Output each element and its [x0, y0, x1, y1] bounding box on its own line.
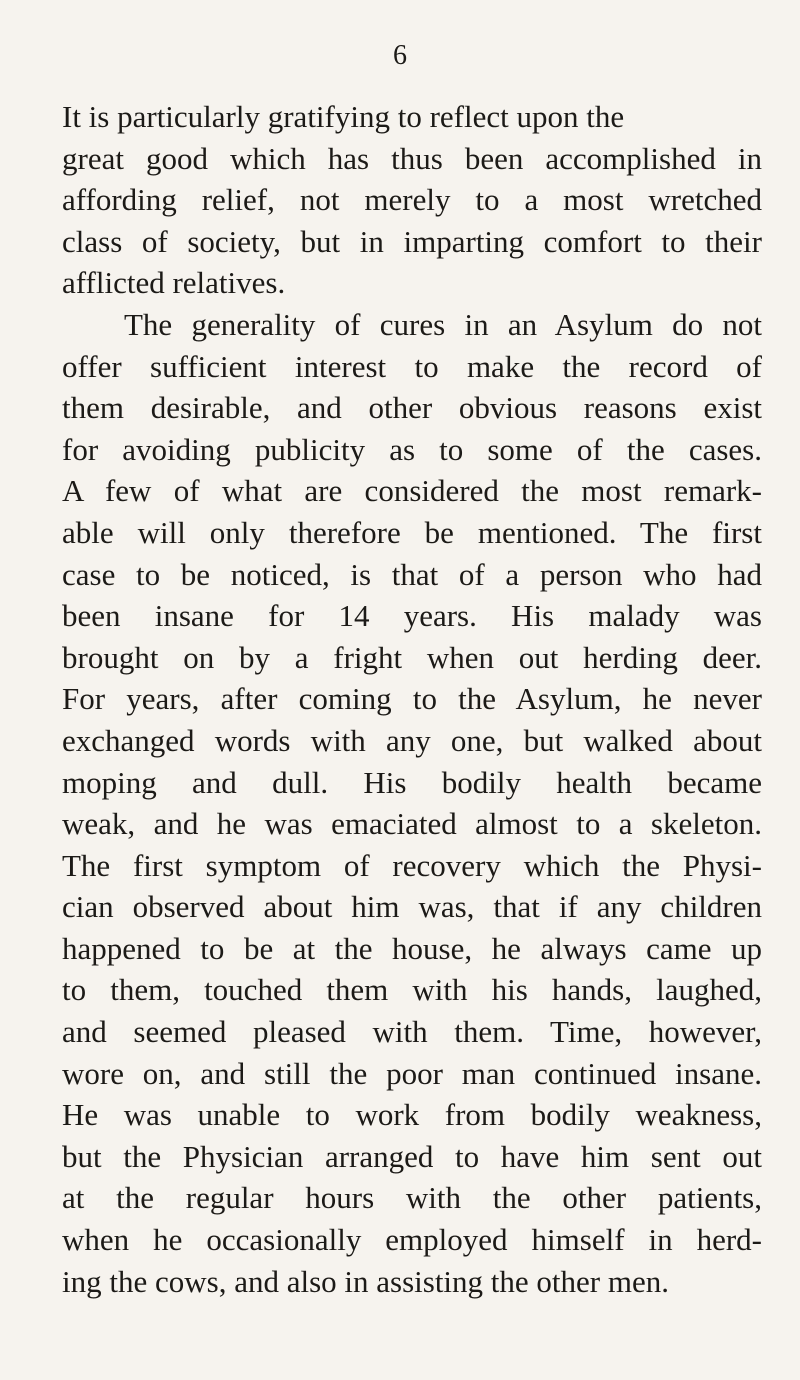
page-number: 6 — [393, 40, 407, 71]
text-line: The first symptom of recovery which the Physi- — [62, 847, 762, 883]
text-line: cian observed about him was, that if any children — [62, 889, 762, 925]
text-line: moping and dull. His bodily health became — [62, 764, 762, 800]
text-line: when he occasionally employed himself in herd- — [62, 1222, 762, 1258]
text-line: happened to be at the house, he always came up — [62, 930, 762, 966]
text-line: He was unable to work from bodily weakness, — [62, 1097, 762, 1133]
text-line: able will only therefore be mentioned. The first — [62, 514, 762, 550]
text-line: class of society, but in imparting comfort to their — [62, 223, 762, 259]
text-line: affording relief, not merely to a most wretched — [62, 182, 762, 218]
text-line: It is particularly gratifying to reflect upon the — [62, 99, 625, 134]
text-line: For years, after coming to the Asylum, he never — [62, 681, 762, 717]
text-line: weak, and he was emaciated almost to a skeleton. — [62, 806, 762, 842]
text-line: at the regular hours with the other patients, — [62, 1180, 762, 1216]
text-line: to them, touched them with his hands, laughed, — [62, 972, 762, 1008]
text-line: exchanged words with any one, but walked about — [62, 722, 762, 758]
text-line: been insane for 14 years. His malady was — [62, 598, 762, 634]
text-line: A few of what are considered the most remark- — [62, 473, 762, 509]
text-line: ing the cows, and also in assisting the other men. — [62, 1263, 669, 1299]
text-line: them desirable, and other obvious reasons exist — [62, 390, 762, 426]
text-line: offer sufficient interest to make the record of — [62, 348, 762, 384]
text-line: wore on, and still the poor man continued insane. — [62, 1055, 762, 1091]
text-line: afflicted relatives. — [62, 265, 286, 301]
text-line: case to be noticed, is that of a person who had — [62, 556, 762, 592]
text-line: and seemed pleased with them. Time, however, — [62, 1014, 762, 1050]
text-line: but the Physician arranged to have him sent out — [62, 1138, 762, 1174]
text-line: brought on by a fright when out herding deer. — [62, 639, 762, 675]
text-line: great good which has thus been accomplished in — [62, 140, 762, 176]
text-line: The generality of cures in an Asylum do not — [124, 306, 762, 342]
text-line: for avoiding publicity as to some of the cases. — [62, 431, 762, 467]
body-text — [62, 96, 762, 1302]
